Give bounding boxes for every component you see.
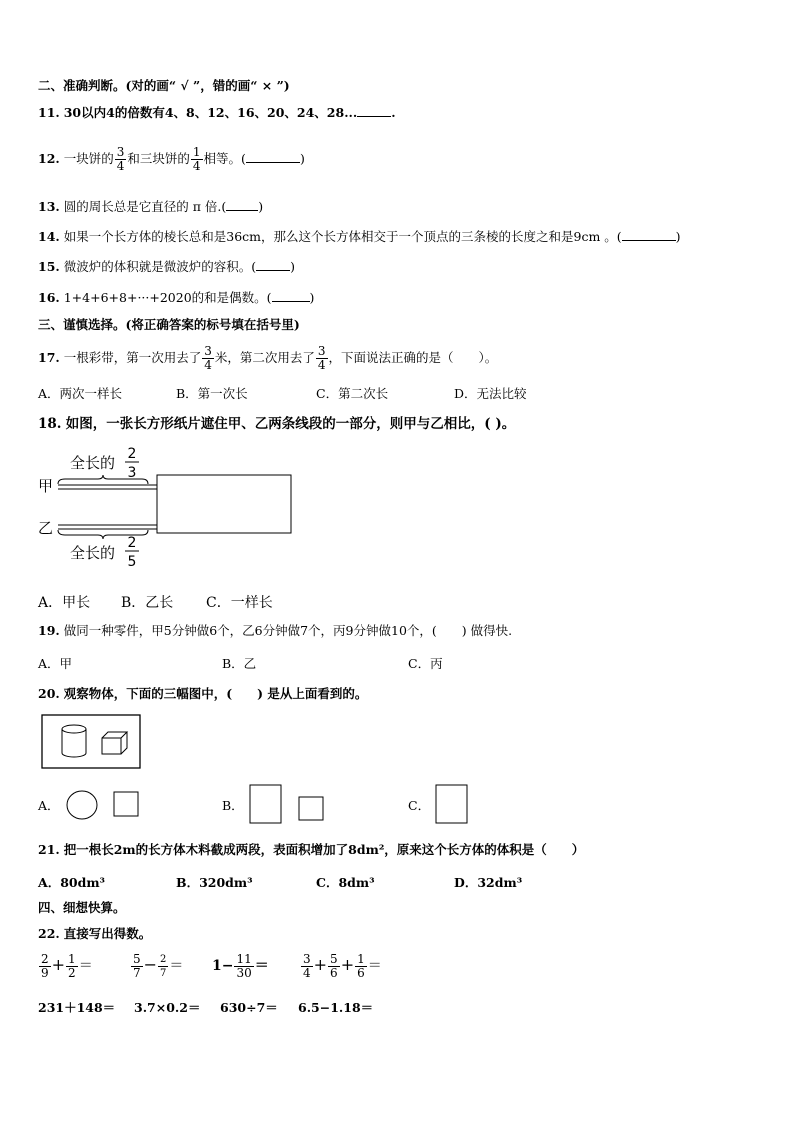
question-text: 如图，一张长方形纸片遮住甲、乙两条线段的一部分，则甲与乙相比，( )。 <box>65 416 516 432</box>
top-fraction-denominator: 3 <box>127 465 137 481</box>
option-c[interactable]: C．一样长 <box>206 595 273 611</box>
option-b[interactable]: B．乙 <box>222 656 257 671</box>
question-number: 12. <box>38 151 60 166</box>
fraction: $\frac{5}{6}$ <box>330 952 338 980</box>
question-11 <box>38 104 396 122</box>
question-text: 和三块饼的 <box>127 151 190 166</box>
option-a-shapes <box>64 788 144 822</box>
question-text: 观察物体，下面的三幅图中，( ) 是从上面看到的。 <box>63 686 368 701</box>
paren: ) <box>309 290 315 305</box>
top-fraction-numerator: 2 <box>127 446 137 462</box>
top-caption: 全长的 <box>70 454 116 472</box>
cylinder-icon <box>62 725 86 757</box>
fraction: $\frac{3}{4}$ <box>317 344 326 372</box>
expression-4: $\frac{3}{4}$ + $\frac{5}{6}$ + $\frac{1}{6}$ ＝ <box>303 952 382 980</box>
question-text: 圆的周长总是它直径的 π 倍.( <box>63 199 227 214</box>
label-jia: 甲 <box>38 477 54 495</box>
bottom-caption: 全长的 <box>70 544 116 562</box>
option-c[interactable]: C．丙 <box>408 656 443 671</box>
question-19 <box>38 622 512 640</box>
answer-blank[interactable] <box>622 240 676 241</box>
question-number: 20. <box>38 686 60 701</box>
expression-5: 231＋148＝ <box>38 1000 116 1015</box>
paren: ) <box>290 259 296 274</box>
paren: ) <box>675 229 681 244</box>
option-d[interactable]: D．无法比较 <box>454 386 527 401</box>
expression-1: $\frac{2}{9}$ + $\frac{1}{2}$ ＝ <box>41 952 93 980</box>
option-a[interactable]: A． <box>38 798 60 813</box>
period: . <box>391 105 396 120</box>
question-16 <box>38 289 314 307</box>
question-number: 15. <box>38 259 60 274</box>
question-text: ，下面说法正确的是（ ）。 <box>328 350 498 365</box>
fraction: $\frac{2}{7}$ <box>160 954 167 979</box>
question-number: 14. <box>38 229 60 244</box>
question-21 <box>38 841 584 859</box>
question-text: 一块饼的 <box>63 151 114 166</box>
section-2-title: 二、准确判断。(对的画“ √ ”，错的画“ × ”) <box>38 78 290 93</box>
option-b[interactable]: B． <box>222 798 244 813</box>
option-c[interactable]: C．第二次长 <box>316 386 389 401</box>
question-number: 16. <box>38 290 60 305</box>
question-text: 直接写出得数。 <box>63 926 152 941</box>
question-22 <box>38 925 151 943</box>
option-c-shapes <box>432 782 472 826</box>
section-3-title: 三、谨慎选择。(将正确答案的标号填在括号里) <box>38 317 300 332</box>
expression-2: $\frac{5}{7}$ − $\frac{2}{7}$ ＝ <box>133 952 184 980</box>
question-text: 相等。( <box>203 151 246 166</box>
answer-blank[interactable] <box>272 301 310 302</box>
fraction: $\frac{1}{2}$ <box>68 952 76 980</box>
paper-rectangle <box>157 475 291 533</box>
expression-7: 630÷7＝ <box>220 1000 278 1015</box>
section-4-title: 四、细想快算。 <box>38 900 126 915</box>
question-number: 22. <box>38 926 60 941</box>
paren: ) <box>299 151 305 166</box>
fraction: $\frac{11}{30}$ <box>236 952 252 980</box>
fraction: $\frac{5}{7}$ <box>133 952 141 980</box>
question-text: 米，第二次用去了 <box>214 350 315 365</box>
answer-blank[interactable] <box>256 270 290 271</box>
bottom-fraction-denominator: 5 <box>127 554 137 570</box>
fraction: $\frac{1}{6}$ <box>357 952 365 980</box>
cube-icon <box>102 732 127 754</box>
question-number: 21. <box>38 842 60 857</box>
fraction: $\frac{3}{4}$ <box>303 952 311 980</box>
option-b[interactable]: B．乙长 <box>121 595 174 611</box>
answer-blank[interactable] <box>246 162 300 163</box>
tall-rectangle-shape <box>436 785 467 823</box>
question-text: 微波炉的体积就是微波炉的容积。( <box>63 259 257 274</box>
square-shape <box>114 792 138 816</box>
answer-blank[interactable] <box>226 210 258 211</box>
question-number: 13. <box>38 199 60 214</box>
fraction: $\frac{3}{4}$ <box>204 344 212 372</box>
option-b[interactable]: B．第一次长 <box>176 386 248 401</box>
option-a[interactable]: A．甲 <box>38 656 73 671</box>
question-15 <box>38 258 295 276</box>
question-number: 19. <box>38 623 60 638</box>
fraction: $\frac{3}{4}$ <box>116 145 125 173</box>
question-text: 一根彩带，第一次用去了 <box>63 350 202 365</box>
fraction: $\frac{2}{9}$ <box>41 952 49 980</box>
question-12 <box>38 146 305 173</box>
expression-8: 6.5−1.18＝ <box>298 1000 374 1015</box>
segments-figure <box>30 442 300 572</box>
option-a[interactable]: A．80dm³ <box>38 875 106 890</box>
circle-shape <box>67 791 97 819</box>
question-text: 如果一个长方体的棱长总和是36cm，那么这个长方体相交于一个顶点的三条棱的长度之和是9cm 。( <box>63 229 622 244</box>
tall-rectangle-shape <box>250 785 281 823</box>
question-text: 把一根长2m的长方体木料截成两段，表面积增加了8dm²，原来这个长方体的体积是（ ） <box>63 842 585 857</box>
fraction: $\frac{1}{4}$ <box>192 145 201 173</box>
option-b[interactable]: B．320dm³ <box>176 875 253 890</box>
option-a[interactable]: A．两次一样长 <box>38 386 123 401</box>
option-c[interactable]: C． <box>408 798 431 813</box>
bottom-fraction-numerator: 2 <box>127 535 137 551</box>
question-14 <box>38 228 681 246</box>
expression-6: 3.7×0.2＝ <box>134 1000 201 1015</box>
question-text: 1+4+6+8+···+2020的和是偶数。( <box>63 290 272 305</box>
answer-blank[interactable] <box>357 116 391 117</box>
figure-frame <box>42 715 140 768</box>
paren: ) <box>258 199 264 214</box>
question-20 <box>38 685 367 703</box>
question-17 <box>38 345 497 372</box>
square-shape <box>299 797 323 820</box>
option-c[interactable]: C．8dm³ <box>316 875 375 890</box>
question-text: 做同一种零件，甲5分钟做6个，乙6分钟做7个，丙9分钟做10个，( ) 做得快. <box>63 623 513 638</box>
question-number: 17. <box>38 350 60 365</box>
label-yi: 乙 <box>38 519 54 537</box>
option-b-shapes <box>246 782 328 826</box>
expression-3: 1− $\frac{11}{30}$ ＝ <box>212 952 269 980</box>
question-number: 11. <box>38 105 60 120</box>
question-number: 18. <box>38 416 62 432</box>
question-18 <box>38 415 515 433</box>
option-a[interactable]: A．甲长 <box>38 595 91 611</box>
option-d[interactable]: D．32dm³ <box>454 875 523 890</box>
question-13 <box>38 198 263 216</box>
question-text: 30以内4的倍数有4、8、12、16、20、24、28... <box>63 105 358 120</box>
objects-figure <box>40 713 144 771</box>
